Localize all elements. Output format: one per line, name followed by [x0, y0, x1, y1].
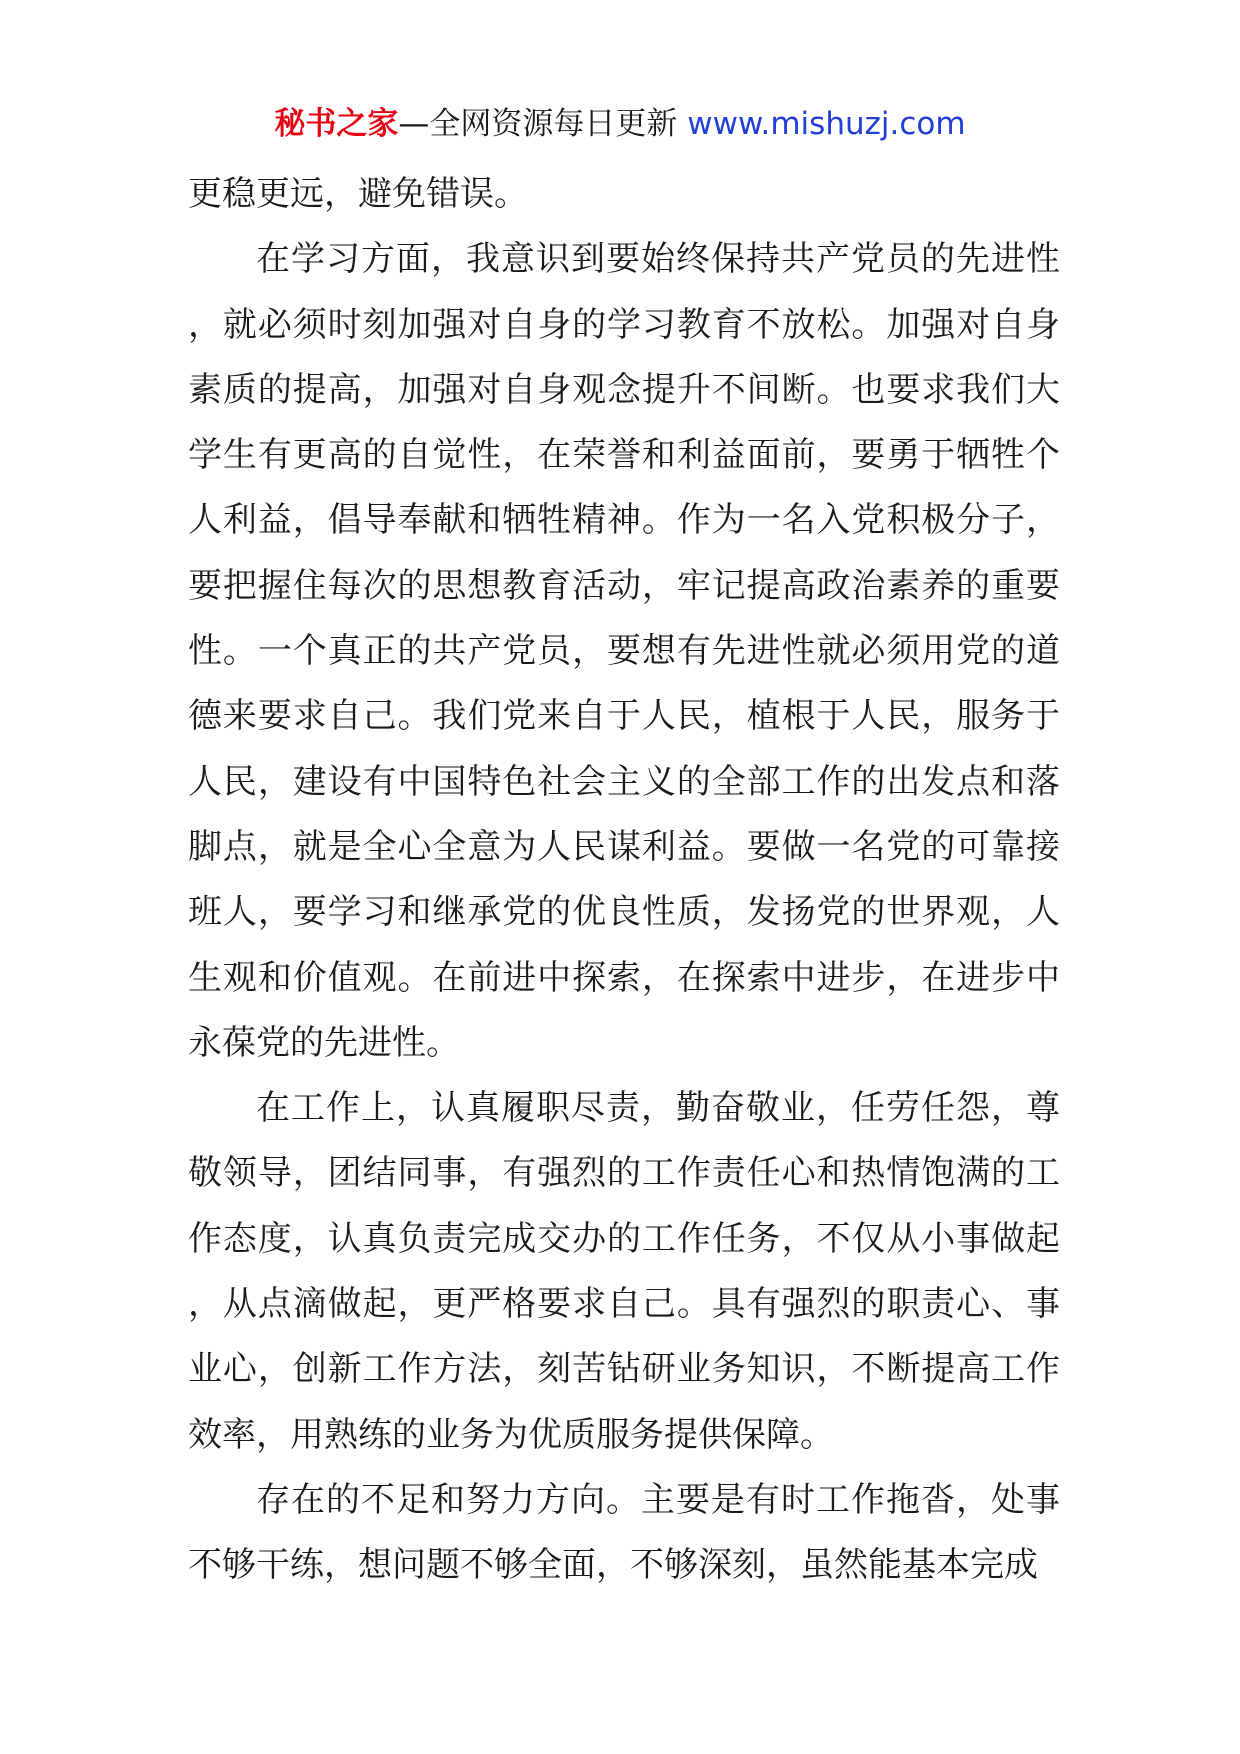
page-header [0, 100, 1240, 148]
header-tagline: —全网资源每日更新 [398, 106, 678, 142]
paragraph-continuation: 更稳更远，避免错误。 [188, 174, 528, 214]
document-body [188, 162, 1060, 1599]
paragraph-work: 在工作上，认真履职尽责，勤奋敬业，任劳任怨，尊敬领导，团结同事，有强烈的工作责任心和热情饱满的工作态度，认真负责完成交办的工作任务，不仅从小事做起，从点滴做起，更严格要求自己。具有强烈的职责心、事业心，创新工作方法，刻苦钻研业务知识，不断提高工作效率，用熟练的业务为优质服务提供保障。 [188, 1088, 1060, 1455]
brand-name: 秘书之家 [274, 106, 399, 142]
website-url[interactable]: www.mishuzj.com [687, 106, 966, 142]
paragraph-study: 在学习方面，我意识到要始终保持共产党员的先进性，就必须时刻加强对自身的学习教育不放松。加强对自身素质的提高，加强对自身观念提升不间断。也要求我们大学生有更高的自觉性，在荣誉和利益面前，要勇于牺牲个人利益，倡导奉献和牺牲精神。作为一名入党积极分子，要把握住每次的思想教育活动，牢记提高政治素养的重要性。一个真正的共产党员，要想有先进性就必须用党的道德来要求自己。我们党来自于人民，植根于人民，服务于人民，建设有中国特色社会主义的全部工作的出发点和落脚点，就是全心全意为人民谋利益。要做一名党的可靠接班人，要学习和继承党的优良性质，发扬党的世界观，人生观和价值观。在前进中探索，在探索中进步，在进步中永葆党的先进性。 [188, 239, 1060, 1063]
paragraph-shortcomings: 存在的不足和努力方向。主要是有时工作拖沓，处事不够干练，想问题不够全面，不够深刻，虽然能基本完成 [188, 1479, 1060, 1586]
